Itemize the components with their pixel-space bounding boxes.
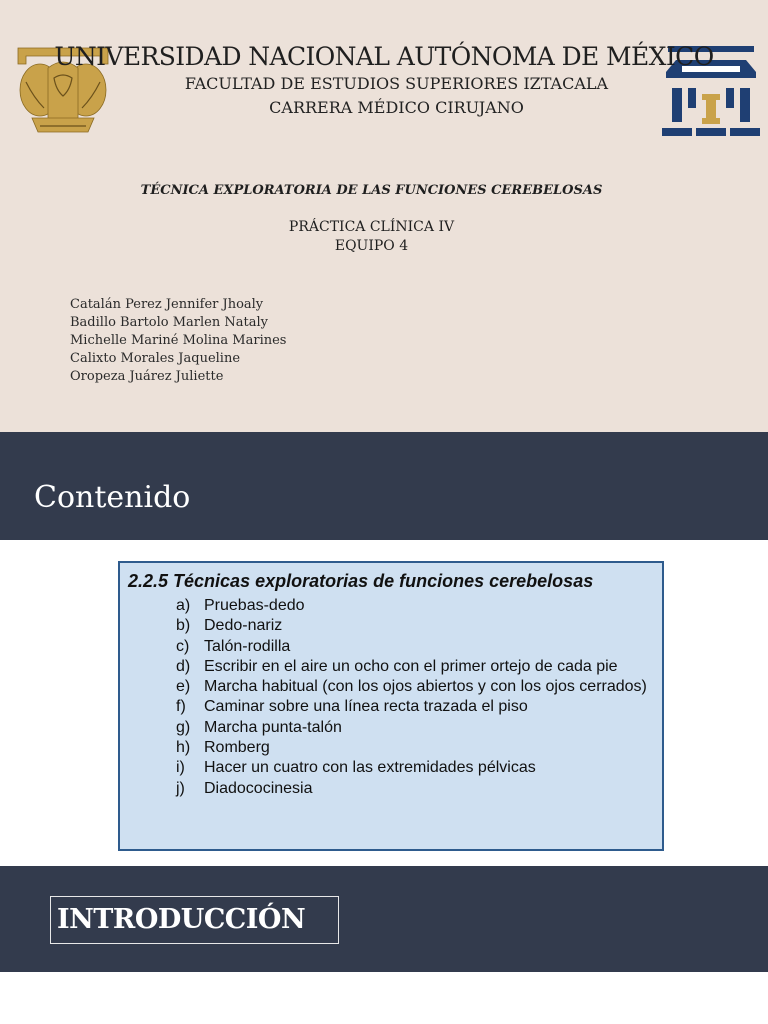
list-item bbox=[176, 697, 658, 717]
list-marker: d) bbox=[176, 657, 191, 675]
list-item-text: Marcha habitual (con los ojos abiertos y con los ojos cerrados) bbox=[204, 678, 647, 696]
section-heading: 2.2.5 Técnicas exploratorias de funciones cerebelosas bbox=[128, 571, 594, 591]
contents-title: Contenido bbox=[34, 480, 191, 515]
list-item-text: Pruebas-dedo bbox=[204, 597, 305, 614]
list-marker: f) bbox=[176, 698, 186, 716]
list-item-text: Romberg bbox=[204, 739, 270, 757]
practice-label: PRÁCTICA CLÍNICA IV bbox=[288, 219, 455, 235]
list-marker: i) bbox=[176, 759, 185, 777]
list-item-text: Escribir en el aire un ocho con el primer ortejo de cada pie bbox=[204, 657, 618, 675]
faculty-name: FACULTAD DE ESTUDIOS SUPERIORES IZTACALA bbox=[184, 74, 609, 93]
title-slide bbox=[0, 0, 768, 432]
list-item-text: Talón-rodilla bbox=[204, 637, 291, 655]
team-label: EQUIPO 4 bbox=[334, 238, 409, 254]
list-item bbox=[176, 616, 658, 636]
list-marker: g) bbox=[176, 718, 191, 736]
member-name: Oropeza Juárez Juliette bbox=[70, 369, 224, 384]
member-name: Badillo Bartolo Marlen Nataly bbox=[70, 315, 268, 330]
list-item bbox=[176, 596, 658, 616]
contents-box bbox=[118, 561, 664, 851]
list-item bbox=[176, 758, 658, 778]
introduction-title: INTRODUCCIÓN bbox=[57, 904, 306, 935]
list-marker: a) bbox=[176, 597, 191, 614]
list-item-text: Hacer un cuatro con las extremidades pélvicas bbox=[204, 759, 536, 777]
list-item-text: Marcha punta-talón bbox=[204, 718, 342, 736]
contents-header-band bbox=[0, 432, 768, 540]
list-marker: b) bbox=[176, 617, 191, 635]
list-item bbox=[176, 637, 658, 657]
list-marker: e) bbox=[176, 678, 191, 696]
list-item bbox=[176, 718, 658, 738]
contents-slide bbox=[0, 432, 768, 866]
list-marker: j) bbox=[176, 779, 185, 797]
list-item bbox=[176, 657, 658, 677]
list-item bbox=[176, 779, 658, 799]
member-name: Michelle Mariné Molina Marines bbox=[70, 333, 287, 348]
university-name: UNIVERSIDAD NACIONAL AUTÓNOMA DE MÉXICO bbox=[54, 42, 714, 71]
document-title: TÉCNICA EXPLORATORIA DE LAS FUNCIONES CEREBELOSAS bbox=[140, 183, 603, 198]
list-item bbox=[176, 677, 658, 697]
list-item bbox=[176, 738, 658, 758]
member-list bbox=[70, 296, 286, 386]
list-item-text: Diadococinesia bbox=[204, 779, 313, 797]
introduction-title-box bbox=[50, 896, 339, 944]
list-marker: c) bbox=[176, 637, 190, 655]
list-item-text: Caminar sobre una línea recta trazada el piso bbox=[204, 698, 528, 716]
career-name: CARRERA MÉDICO CIRUJANO bbox=[269, 98, 524, 117]
list-marker: h) bbox=[176, 739, 191, 757]
technique-list bbox=[176, 596, 658, 799]
list-item-text: Dedo-nariz bbox=[204, 617, 283, 635]
introduction-slide bbox=[0, 866, 768, 972]
member-name: Calixto Morales Jaqueline bbox=[70, 351, 241, 366]
member-name: Catalán Perez Jennifer Jhoaly bbox=[70, 297, 264, 312]
